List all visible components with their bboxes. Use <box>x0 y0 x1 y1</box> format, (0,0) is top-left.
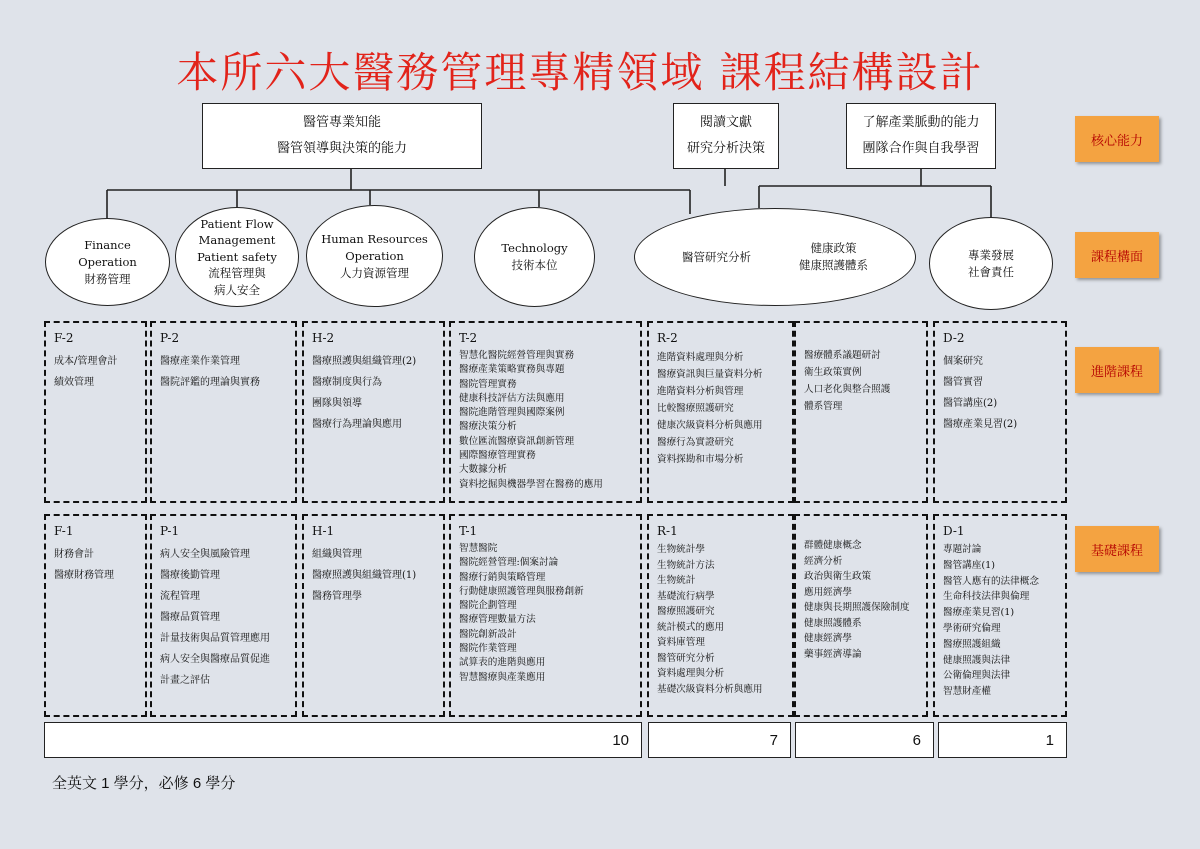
course-item: 人口老化與整合照護 <box>804 384 891 395</box>
oval-professional-development <box>929 217 1053 310</box>
course-item: 智慧化醫院經營管理與實務 <box>459 350 575 361</box>
course-box-policy-advanced <box>794 321 928 503</box>
course-item: 數位匯流醫療資訊創新管理 <box>459 435 575 447</box>
oval-line: 健康政策 <box>810 241 857 255</box>
course-item: 智慧醫療與產業應用 <box>459 671 546 683</box>
course-item: 健康科技評估方法與應用 <box>459 392 565 404</box>
course-item: 醫院創新設計 <box>459 628 517 640</box>
core-line: 醫管專業知能 <box>302 115 381 130</box>
course-item: 醫療後勤管理 <box>160 570 220 581</box>
tag-curriculum-dimension: 課程構面 <box>1075 232 1159 278</box>
course-item: 醫管講座(2) <box>943 398 998 409</box>
course-item: 醫療產業策略實務與專題 <box>459 364 565 376</box>
course-item: 生命科技法律與倫理 <box>943 591 1030 603</box>
oval-line: Technology <box>501 241 568 255</box>
course-box-f1 <box>44 514 147 717</box>
core-line: 閱讀文獻 <box>699 115 752 130</box>
course-box-d2 <box>933 321 1067 503</box>
credit-box-development: 1 <box>938 722 1067 758</box>
course-item: 醫院進階管理與國際案例 <box>459 407 565 419</box>
course-item: 醫管講座(1) <box>943 559 995 571</box>
oval-left-column <box>682 249 751 266</box>
oval-line: Finance <box>84 237 131 252</box>
course-code: F-2 <box>54 331 74 345</box>
course-item: 病人安全與醫療品質促進 <box>160 654 270 665</box>
course-box-t1 <box>449 514 642 717</box>
course-box-t2 <box>449 321 642 503</box>
course-item: 基礎次級資料分析與應用 <box>657 683 763 695</box>
oval-line: 財務管理 <box>84 271 131 286</box>
course-item: 組織與管理 <box>312 549 362 560</box>
tag-basic-courses: 基礎課程 <box>1075 526 1159 572</box>
oval-line: 病人安全 <box>214 282 260 297</box>
course-code: T-1 <box>459 524 478 538</box>
course-item: 體系管理 <box>804 401 843 412</box>
course-item: 生物統計 <box>657 575 696 586</box>
course-item: 資料處理與分析 <box>657 668 725 679</box>
course-item: 醫院管理實務 <box>459 378 517 390</box>
oval-line: 流程管理與 <box>208 266 266 281</box>
oval-line: 人力資源管理 <box>340 265 409 280</box>
core-box-research <box>673 103 779 169</box>
course-item: 政治與衛生政策 <box>804 571 872 582</box>
course-item: 醫療照護與組織管理(1) <box>312 570 417 581</box>
oval-line: Management <box>198 233 276 248</box>
oval-human-resources <box>306 205 443 307</box>
course-item: 健康照護與法律 <box>943 654 1011 666</box>
core-line: 了解產業脈動的能力 <box>862 115 980 130</box>
course-item: 生物統計方法 <box>657 559 715 571</box>
course-item: 資料挖掘與機器學習在醫務的應用 <box>459 478 603 490</box>
course-item: 醫療行為實證研究 <box>657 437 734 448</box>
course-item: 健康與長期照護保險制度 <box>804 602 910 613</box>
course-item: 健康經濟學 <box>804 633 852 644</box>
course-item: 醫療照護與組織管理(2) <box>312 356 417 367</box>
course-item: 醫療資訊與巨量資料分析 <box>657 369 763 380</box>
course-item: 學術研究倫理 <box>943 622 1001 634</box>
course-item: 群體健康概念 <box>804 540 862 551</box>
course-item: 健康次級資料分析與應用 <box>657 420 763 431</box>
course-item: 個案研究 <box>943 356 983 367</box>
course-item: 醫療財務管理 <box>54 570 114 581</box>
oval-right-column <box>799 240 868 274</box>
course-item: 醫療制度與行為 <box>312 377 382 388</box>
course-item: 醫院作業管理 <box>459 643 517 655</box>
course-item: 進階資料分析與管理 <box>657 386 744 397</box>
course-item: 財務會計 <box>54 549 94 560</box>
course-item: 進階資料處理與分析 <box>657 352 744 363</box>
course-item: 智慧財產權 <box>943 686 991 698</box>
course-code: F-1 <box>54 524 74 538</box>
oval-line: Human Resources <box>321 231 428 246</box>
course-item: 公衛倫理與法律 <box>943 670 1011 682</box>
course-code: H-2 <box>312 331 335 345</box>
course-item: 行動健康照護管理與服務創新 <box>459 585 584 597</box>
oval-line: 醫管研究分析 <box>682 249 751 264</box>
course-box-h2 <box>302 321 445 503</box>
course-item: 統計模式的應用 <box>657 621 725 633</box>
course-item: 國際醫療管理實務 <box>459 450 536 462</box>
course-item: 成本/管理會計 <box>54 356 118 367</box>
course-item: 醫院企劃管理 <box>459 600 517 612</box>
oval-finance <box>45 218 170 306</box>
course-item: 醫療決策分析 <box>459 421 517 433</box>
oval-line: 技術本位 <box>511 258 558 272</box>
course-box-p2 <box>150 321 297 503</box>
course-item: 醫療行為理論與應用 <box>312 419 402 430</box>
course-item: 醫療體系議題研討 <box>804 350 881 361</box>
course-box-d1 <box>933 514 1067 717</box>
core-line: 團隊合作與自我學習 <box>862 141 980 156</box>
course-item: 醫療品質管理 <box>160 612 220 623</box>
course-box-p1 <box>150 514 297 717</box>
course-code: R-2 <box>657 331 678 345</box>
course-code: R-1 <box>657 524 678 538</box>
course-item: 醫院經營管理:個案討論 <box>459 557 559 569</box>
course-item: 團隊與領導 <box>312 398 362 409</box>
course-item: 醫療產業見習(1) <box>943 607 1015 619</box>
credit-box-policy: 6 <box>795 722 934 758</box>
course-item: 專題討論 <box>943 544 982 555</box>
course-item: 試算表的進階與應用 <box>459 657 546 669</box>
credit-box-research: 7 <box>648 722 791 758</box>
oval-line: 社會責任 <box>968 264 1014 279</box>
course-item: 醫管研究分析 <box>657 652 715 664</box>
course-item: 病人安全與風險管理 <box>160 549 250 560</box>
course-item: 經濟分析 <box>804 555 843 567</box>
credit-box-management: 10 <box>44 722 642 758</box>
course-item: 智慧醫院 <box>459 543 498 554</box>
course-item: 醫管人應有的法律概念 <box>943 575 1039 587</box>
credit-footnote: 全英文 1 學分，必修 6 學分 <box>52 775 236 792</box>
course-item: 流程管理 <box>160 591 200 602</box>
oval-line: 健康照護體系 <box>799 258 868 272</box>
course-item: 醫務管理學 <box>312 591 362 602</box>
course-item: 醫療照護組織 <box>943 638 1001 650</box>
core-box-professional <box>202 103 482 169</box>
course-item: 醫療照護研究 <box>657 606 715 617</box>
course-code: P-1 <box>160 524 180 538</box>
course-box-r2 <box>647 321 794 503</box>
core-box-industry <box>846 103 996 169</box>
oval-technology <box>474 207 595 307</box>
core-line: 醫管領導與決策的能力 <box>276 141 407 156</box>
course-box-policy-basic <box>794 514 928 717</box>
oval-line: Operation <box>345 248 404 263</box>
page-title: 本所六大醫務管理專精領域 課程結構設計 <box>176 48 984 97</box>
course-box-h1 <box>302 514 445 717</box>
course-item: 醫院評鑑的理論與實務 <box>160 377 260 388</box>
oval-line: Patient safety <box>197 249 277 264</box>
course-item: 基礎流行病學 <box>657 590 715 602</box>
oval-line: Patient Flow <box>200 216 274 231</box>
course-code: P-2 <box>160 331 180 345</box>
course-item: 計畫之評估 <box>160 675 210 686</box>
course-item: 藥事經濟導論 <box>804 648 862 660</box>
course-item: 計量技術與品質管理應用 <box>160 633 270 644</box>
oval-line: 專業發展 <box>968 247 1014 262</box>
core-line: 研究分析決策 <box>686 141 765 156</box>
oval-line: Operation <box>78 254 137 269</box>
course-code: T-2 <box>459 331 478 345</box>
course-code: D-1 <box>943 524 965 538</box>
tag-core-competency: 核心能力 <box>1075 116 1159 162</box>
course-item: 比較醫療照護研究 <box>657 403 734 414</box>
course-item: 健康照護體系 <box>804 617 862 629</box>
oval-patient-flow <box>175 207 299 307</box>
course-box-f2 <box>44 321 147 503</box>
course-item: 應用經濟學 <box>804 586 852 598</box>
tag-advanced-courses: 進階課程 <box>1075 347 1159 393</box>
course-item: 績效管理 <box>54 377 94 388</box>
course-code: D-2 <box>943 331 965 345</box>
course-item: 大數據分析 <box>459 464 507 476</box>
course-item: 資料探勘和市場分析 <box>657 454 744 465</box>
course-item: 衛生政策實例 <box>804 367 862 378</box>
course-item: 醫療行銷與策略管理 <box>459 571 546 583</box>
course-box-r1 <box>647 514 794 717</box>
oval-research-policy <box>634 208 916 306</box>
course-item: 醫療產業見習(2) <box>943 419 1018 430</box>
course-item: 生物統計學 <box>657 544 705 555</box>
course-item: 醫療產業作業管理 <box>160 356 240 367</box>
course-item: 資料庫管理 <box>657 637 705 648</box>
course-code: H-1 <box>312 524 335 538</box>
course-item: 醫管實習 <box>943 377 983 388</box>
course-item: 醫療管理數量方法 <box>459 614 536 626</box>
